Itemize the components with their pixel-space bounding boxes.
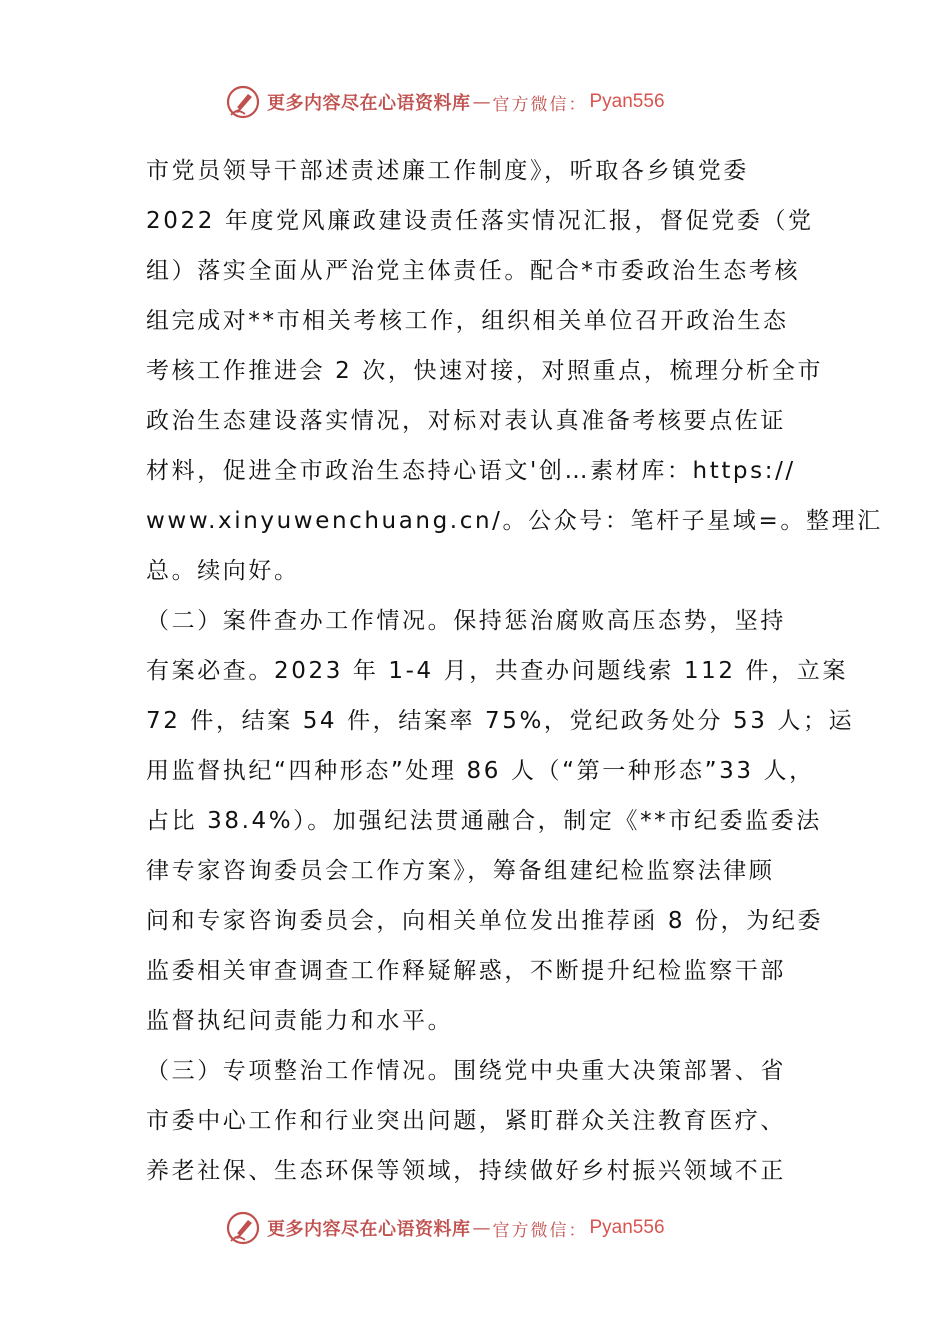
- footer-wechat-id: Pyan556: [589, 1217, 665, 1238]
- footer-dash: —: [472, 1217, 491, 1239]
- text-line: （三）专项整治工作情况。围绕党中央重大决策部署、省: [146, 1058, 786, 1084]
- header-wechat-id: Pyan556: [589, 91, 665, 112]
- text-line: 养老社保、生态环保等领域，持续做好乡村振兴领域不正: [146, 1158, 786, 1184]
- text-line: 用监督执纪“四种形态”处理 86 人（“第一种形态”33 人，: [146, 758, 815, 784]
- pen-logo-icon: [225, 1210, 261, 1246]
- body-text: [146, 146, 883, 1196]
- footer-watermark: [225, 1208, 745, 1248]
- text-line: 问和专家咨询委员会，向相关单位发出推荐函 8 份，为纪委: [146, 908, 824, 934]
- text-line: 监督执纪问责能力和水平。: [146, 1008, 454, 1034]
- text-line: 占比 38.4%）。加强纪法贯通融合，制定《**市纪委监委法: [146, 808, 822, 834]
- text-line: 政治生态建设落实情况，对标对表认真准备考核要点佐证: [146, 408, 786, 434]
- text-line: 组）落实全面从严治党主体责任。配合*市委政治生态考核: [146, 258, 801, 284]
- text-line: 材料，促进全市政治生态持心语文'创…素材库：https://: [146, 458, 796, 484]
- header-watermark: [225, 82, 745, 122]
- text-line: 总。续向好。: [146, 558, 300, 584]
- text-line: 2022 年度党风廉政建设责任落实情况汇报，督促党委（党: [146, 208, 814, 234]
- text-line: 考核工作推进会 2 次，快速对接，对照重点，梳理分析全市: [146, 358, 824, 384]
- header-brand-text: 更多内容尽在心语资料库: [267, 93, 471, 114]
- text-line: www.xinyuwenchuang.cn/。公众号：笔杆子星域=。整理汇: [146, 508, 883, 534]
- text-line: 有案必查。2023 年 1-4 月，共查办问题线索 112 件，立案: [146, 658, 848, 684]
- text-line: 组完成对**市相关考核工作，组织相关单位召开政治生态: [146, 308, 789, 334]
- text-line: （二）案件查办工作情况。保持惩治腐败高压态势，坚持: [146, 608, 786, 634]
- text-line: 市党员领导干部述责述廉工作制度》，听取各乡镇党委: [146, 158, 749, 184]
- text-line: 监委相关审查调查工作释疑解惑，不断提升纪检监察干部: [146, 958, 786, 984]
- text-line: 市委中心工作和行业突出问题，紧盯群众关注教育医疗、: [146, 1108, 786, 1134]
- text-line: 72 件，结案 54 件，结案率 75%，党纪政务处分 53 人；运: [146, 708, 855, 734]
- footer-wechat-label: 官方微信：: [492, 1220, 588, 1241]
- footer-brand-text: 更多内容尽在心语资料库: [267, 1219, 471, 1240]
- text-line: 律专家咨询委员会工作方案》，筹备组建纪检监察法律顾: [146, 858, 775, 884]
- pen-logo-icon: [225, 84, 261, 120]
- header-dash: —: [472, 91, 491, 113]
- header-wechat-label: 官方微信：: [492, 94, 588, 115]
